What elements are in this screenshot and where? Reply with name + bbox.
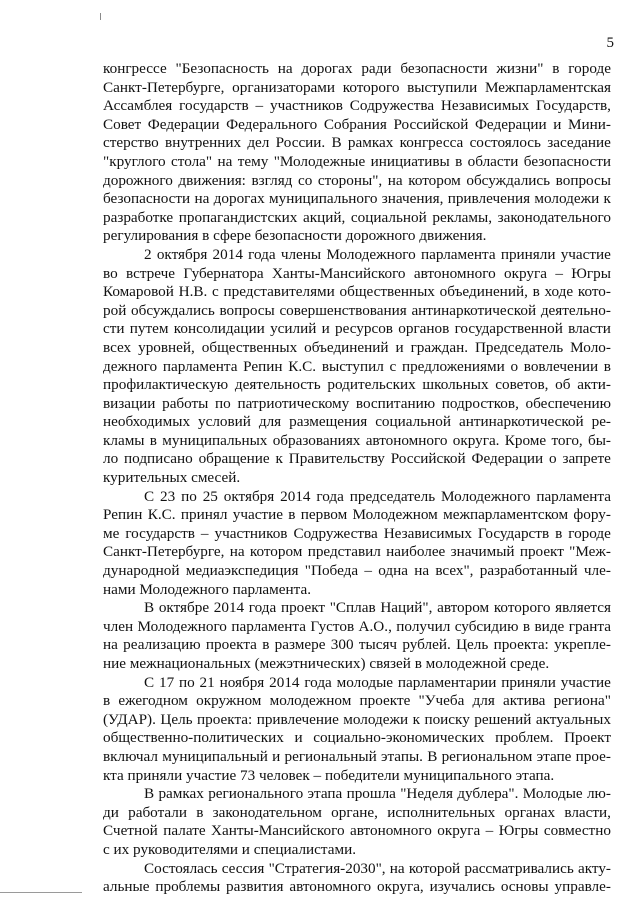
text-line: В рамках регионального этапа прошла "Неделя дублера". Молодые лю- <box>144 785 611 803</box>
text-line: ло подписано обращение к Правительству Российской Федерации о запрете <box>103 450 611 468</box>
scan-artifact-mark <box>100 13 101 20</box>
text-line: конгрессе "Безопасность на дорогах ради безопасности жизни" в городе <box>103 60 611 77</box>
text-line: Счетной палате Ханты-Мансийского автономного округа – Югры совместно <box>103 822 611 840</box>
text-line: альные проблемы развития автономного округа, изучались основы управле- <box>103 878 611 896</box>
text-line: визации работы по патриотическому воспитанию подростков, обеспечению <box>103 394 611 412</box>
text-line: необходимых условий для размещения социальной антинаркотической ре- <box>103 413 611 431</box>
text-line: 2 октября 2014 года члены Молодежного парламента приняли участие <box>144 245 611 263</box>
text-line: стерство внутренних дел России. В рамках конгресса состоялось заседание <box>103 134 611 152</box>
text-line: сти путем консолидации усилий и ресурсов органов государственной власти <box>103 320 611 338</box>
text-line: С 23 по 25 октября 2014 года председатель Молодежного парламента <box>144 487 611 505</box>
text-line: ме государств – участников Содружества Независимых Государств в городе <box>103 524 611 542</box>
paragraph <box>103 60 611 246</box>
text-line: (УДАР). Цель проекта: привлечение молодежи к поиску решений актуальных <box>103 710 611 728</box>
text-line: дорожного движения: взгляд со стороны", на котором обсуждались вопросы <box>103 171 611 189</box>
text-line: нами Молодежного парламента. <box>103 580 312 598</box>
paragraph <box>103 674 611 786</box>
text-line: С 17 по 21 ноября 2014 года молодые парламентарии приняли участие <box>144 673 611 691</box>
paragraph <box>103 860 611 897</box>
paragraph <box>103 785 611 859</box>
text-line: кта приняли участие 73 человек – победители муниципального этапа. <box>103 766 555 784</box>
text-line: Комаровой Н.В. с представителями общественных объединений, в ходе кото- <box>103 283 611 301</box>
text-line: дународной медиаэкспедиция "Победа – одна на всех", разработанный чле- <box>103 562 611 580</box>
text-line: регулирования в сфере безопасности дорожного движения. <box>103 227 487 245</box>
text-line: кламы в муниципальных образованиях автономного округа. Кроме того, бы- <box>103 431 611 449</box>
text-line: с их руководителями и специалистами. <box>103 840 357 858</box>
text-line: всех уровней, общественных объединений и граждан. Председатель Моло- <box>103 338 611 356</box>
text-line: дежного парламента Репин К.С. выступил с предложениями о вовлечении в <box>103 357 611 375</box>
document-body <box>103 60 611 897</box>
text-line: Состоялась сессия "Стратегия-2030", на которой рассматривались акту- <box>144 859 611 877</box>
paragraph <box>103 246 611 488</box>
text-line: Санкт-Петербурге, организаторами которого выступили Межпарламентская <box>103 78 611 96</box>
text-line: член Молодежного парламента Густов А.О., получил субсидию в виде гранта <box>103 617 611 635</box>
text-line: включал муниципальный и региональный этапы. В региональном этапе прое- <box>103 747 611 765</box>
paragraph <box>103 599 611 673</box>
text-line: безопасности на дорогах муниципального значения, привлечения молодежи к <box>103 190 611 208</box>
scan-artifact-line <box>0 892 82 893</box>
text-line: В октябре 2014 года проект "Сплав Наций", автором которого является <box>144 599 611 617</box>
text-line: разработке пропагандистских акций, социальной рекламы, законодательного <box>103 208 611 226</box>
paragraph <box>103 488 611 600</box>
text-line: Совет Федерации Федерального Собрания Российской Федерации и Мини- <box>103 115 611 133</box>
text-line: "круглого стола" на тему "Молодежные инициативы в области безопасности <box>103 152 611 170</box>
text-line: рой обсуждались вопросы совершенствования антинаркотической деятельно- <box>103 301 611 319</box>
text-line: Санкт-Петербурге, на котором представил наиболее значимый проект "Меж- <box>103 543 611 561</box>
text-line: ди работали в законодательном органе, исполнительных органах власти, <box>103 803 611 821</box>
text-line: курительных смесей. <box>103 469 241 487</box>
text-line: Ассамблея государств – участников Содружества Независимых Государств, <box>103 97 611 115</box>
text-line: Репин К.С. принял участие в первом Молодежном межпарламентском фору- <box>103 506 611 524</box>
text-line: ние межнациональных (межэтнических) связей в молодежной среде. <box>103 655 550 672</box>
text-line: в ежегодном окружном молодежном проекте "Учеба для актива региона" <box>103 692 611 710</box>
page-number: 5 <box>606 35 614 51</box>
text-line: общественно-политических и социально-экономических проблем. Проект <box>103 729 611 747</box>
text-line: во встрече Губернатора Ханты-Мансийского автономного округа – Югры <box>103 264 611 282</box>
text-line: на реализацию проекта в размере 300 тысяч рублей. Цель проекта: укрепле- <box>103 636 611 654</box>
text-line: профилактическую деятельность родительских школьных советов, об акти- <box>103 376 611 394</box>
